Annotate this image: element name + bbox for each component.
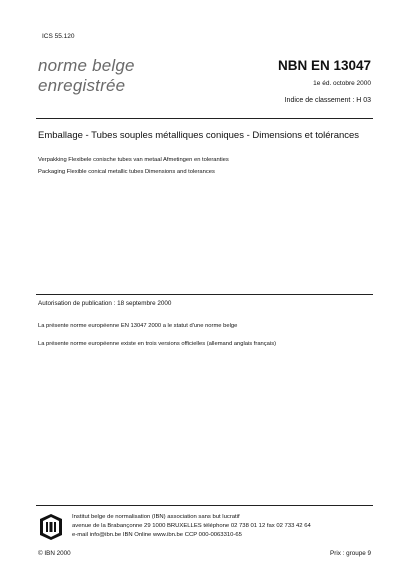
status-statement: La présente norme européenne EN 13047 2000 a le statut d'une norme belge (38, 323, 238, 329)
price-group: Prix : groupe 9 (330, 550, 371, 557)
document-title: Emballage - Tubes souples métalliques coniques - Dimensions et tolérances (38, 130, 360, 141)
institute-info-line3: e-mail info@ibn.be IBN Online www.ibn.be CCP 000-0063310-65 (72, 532, 242, 538)
subtitle-dutch: Verpakking Flexibele conische tubes van metaal Afmetingen en toleranties (38, 157, 229, 163)
middle-divider (36, 294, 373, 295)
document-type-title-line2: enregistrée (38, 76, 126, 95)
top-divider (36, 118, 373, 119)
subtitle-english: Packaging Flexible conical metallic tubes Dimensions and tolerances (38, 169, 215, 175)
institute-info-line1: Institut belge de normalisation (IBN) association sans but lucratif (72, 514, 240, 520)
ics-code: ICS 55.120 (42, 33, 75, 40)
copyright: © IBN 2000 (38, 550, 71, 557)
institute-info (72, 513, 311, 540)
ibn-logo (40, 514, 62, 540)
publication-authorization: Autorisation de publication : 18 septembre 2000 (38, 300, 172, 307)
classification-index: Indice de classement : H 03 (284, 97, 371, 104)
document-type-title-line1: norme belge (38, 56, 135, 75)
institute-info-line2: avenue de la Brabançonne 29 1000 BRUXELLES téléphone 02 738 01 12 fax 02 733 42 64 (72, 523, 311, 529)
edition-date: 1e éd. octobre 2000 (313, 80, 371, 87)
versions-statement: La présente norme européenne existe en trois versions officielles (allemand anglais français) (38, 341, 277, 347)
bottom-divider (36, 505, 373, 506)
standard-number: NBN EN 13047 (277, 58, 371, 73)
